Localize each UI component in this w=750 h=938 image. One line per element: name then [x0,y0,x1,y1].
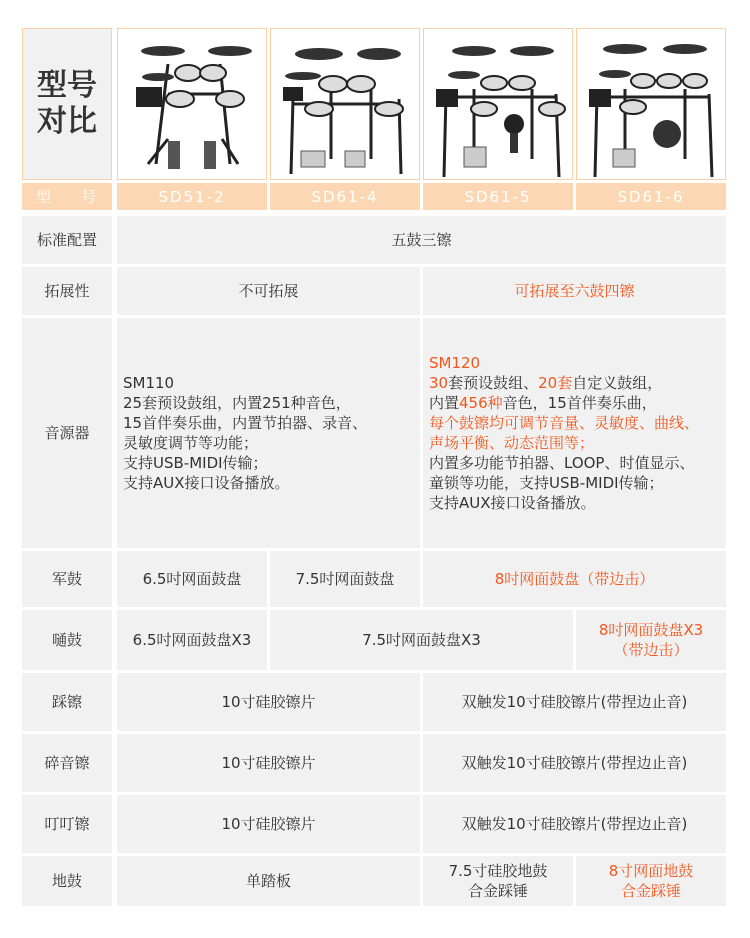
sound-left-line: 灵敏度调节等功能； [123,434,259,452]
snare-sd51: 6.5吋网面鼓盘 [117,551,267,607]
sound-left-line: 支持AUX接口设备播放。 [123,474,290,492]
model-name-sd51-2: SD51-2 [117,183,267,210]
hihat-b: 双触发10寸硅胶镲片(带捏边止音) [423,673,726,731]
kick-c-line2: 合金踩锤 [620,882,681,900]
tom-sd61-6 [576,610,726,670]
sound-right-line6: 内置多功能节拍器、LOOP、时值显示、 [429,454,695,472]
sound-left-line: SM110 [123,374,175,392]
kick-a: 单踏板 [117,856,420,906]
snare-sd61-4: 7.5吋网面鼓盘 [270,551,420,607]
row-label-sound: 音源器 [22,318,112,548]
model-name-sd61-4: SD61-4 [270,183,420,210]
expand-value-a: 不可拓展 [117,267,420,315]
tom-sd61-6-line1: 8吋网面鼓盘X3 [598,621,704,639]
title-line-1: 型号 [37,68,97,103]
model-name-sd61-5: SD61-5 [423,183,573,210]
sound-right-line7: 童锁等功能，支持USB-MIDI传输； [429,474,664,492]
sound-left-line: 支持USB-MIDI传输； [123,454,268,472]
ride-a: 10寸硅胶镲片 [117,795,420,853]
row-label-snare: 军鼓 [22,551,112,607]
row-label-crash: 碎音镲 [22,734,112,792]
product-image-sd61-4 [270,28,420,180]
expand-value-b: 可拓展至六鼓四镲 [423,267,726,315]
crash-b: 双触发10寸硅胶镲片(带捏边止音) [423,734,726,792]
tom-sd61-6-line2: （带边击） [613,641,689,659]
snare-sd61-56: 8吋网面鼓盘（带边击） [423,551,726,607]
kick-b-line1: 7.5寸硅胶地鼓 [448,862,548,880]
sound-left-line: 15首伴奏乐曲，内置节拍器、录音、 [123,414,368,432]
sound-right-line4: 每个鼓镲均可调节音量、灵敏度、曲线、 [429,414,700,432]
kick-c [576,856,726,906]
row-label-ride: 叮叮镲 [22,795,112,853]
kick-b-line2: 合金踩锤 [467,882,528,900]
tom-sd51: 6.5吋网面鼓盘X3 [117,610,267,670]
row-label-hihat: 踩镲 [22,673,112,731]
product-image-sd51-2 [117,28,267,180]
sound-left-line: 25套预设鼓组，内置251种音色， [123,394,351,412]
sound-right-model: SM120 [429,354,481,372]
row-label-kick: 地鼓 [22,856,112,906]
sound-right-line5: 声场平衡、动态范围等； [429,434,595,452]
sound-right-line3: 内置456种音色，15首伴奏乐曲， [429,394,657,412]
sound-right [423,318,726,548]
row-label-tom: 嗵鼓 [22,610,112,670]
product-image-sd61-6 [576,28,726,180]
sound-right-line8: 支持AUX接口设备播放。 [429,494,596,512]
ride-b: 双触发10寸硅胶镲片(带捏边止音) [423,795,726,853]
row-label-expand: 拓展性 [22,267,112,315]
kick-c-line1: 8寸网面地鼓 [608,862,694,880]
standard-value: 五鼓三镲 [117,216,726,264]
hihat-a: 10寸硅胶镲片 [117,673,420,731]
comparison-title [22,28,112,180]
tom-sd61-45: 7.5吋网面鼓盘X3 [270,610,573,670]
row-label-standard: 标准配置 [22,216,112,264]
model-label-left: 型 [36,187,54,206]
sound-left [117,318,420,548]
crash-a: 10寸硅胶镲片 [117,734,420,792]
model-name-sd61-6: SD61-6 [576,183,726,210]
sound-right-line2: 30套预设鼓组、20套自定义鼓组， [429,374,663,392]
title-line-2: 对比 [37,104,97,139]
kick-b [423,856,573,906]
product-image-sd61-5 [423,28,573,180]
model-label-right: 号 [80,187,98,206]
model-row-label [22,183,112,210]
